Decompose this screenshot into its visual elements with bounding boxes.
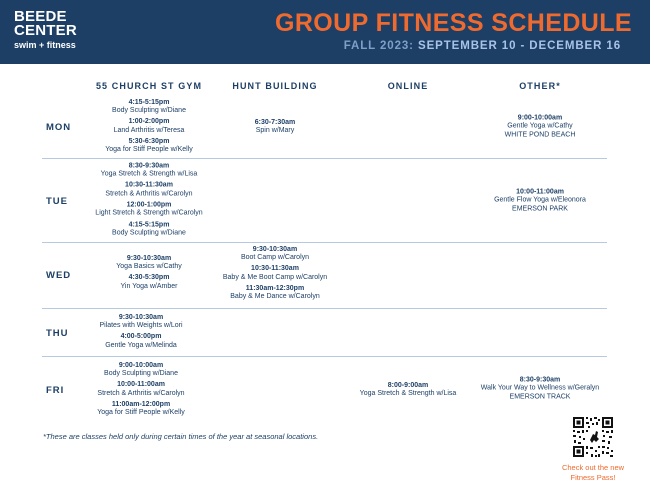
class-time: 6:30-7:30am (254, 118, 296, 126)
caption-line-2: Fitness Pass! (570, 473, 616, 482)
class-time: 10:00-11:00am (117, 381, 165, 389)
header-banner (0, 0, 650, 64)
class-location: EMERSON PARK (512, 205, 568, 213)
class-time: 5:30-6:30pm (128, 138, 170, 146)
class-time: 9:00-10:00am (118, 361, 164, 369)
class-name: Yoga Basics w/Cathy (116, 263, 182, 271)
column-header-church-st-gym: 55 CHURCH ST GYM (95, 81, 203, 91)
fitness-pass-qr-code[interactable] (572, 416, 614, 458)
class-entry (95, 162, 202, 179)
class-time: 10:30-11:30am (251, 265, 299, 273)
class-name: Gentle Yoga w/Cathy (507, 122, 573, 130)
page-title: GROUP FITNESS SCHEDULE (275, 9, 632, 37)
class-entry (95, 201, 202, 218)
class-entry (99, 314, 182, 331)
class-entry (360, 381, 457, 398)
class-name: Stretch & Arthritis w/Carolyn (105, 190, 193, 198)
row-divider (42, 308, 607, 309)
class-entry (505, 114, 576, 140)
logo-line-2: CENTER (14, 22, 77, 39)
class-time: 4:00-5:00pm (120, 333, 162, 341)
class-time: 9:30-10:30am (126, 254, 172, 262)
class-location: EMERSON TRACK (509, 393, 571, 401)
class-entry (105, 138, 193, 155)
mon-gym-cell (105, 96, 193, 158)
class-time: 10:30-11:30am (125, 181, 173, 189)
class-name: Yoga for Stiff People w/Kelly (97, 409, 185, 417)
mon-other-cell (505, 112, 576, 143)
season-subtitle (344, 40, 621, 52)
class-name: Spin w/Mary (255, 127, 295, 134)
class-time: 4:15-5:15pm (128, 98, 170, 106)
class-location: WHITE POND BEACH (504, 131, 576, 139)
class-name: Body Sculpting w/Diane (112, 229, 186, 237)
column-header-online: ONLINE (387, 81, 429, 91)
mon-hunt-cell (255, 116, 295, 138)
class-name: Stretch & Arthritis w/Carolyn (97, 390, 185, 397)
fitness-pass-caption (562, 463, 624, 483)
class-entry (105, 99, 193, 116)
class-entry (223, 246, 327, 263)
class-entry (97, 381, 185, 398)
class-name: Walk Your Way to Wellness w/Geralyn (480, 384, 600, 392)
class-time: 11:30am-12:30pm (245, 285, 305, 293)
class-name: Gentle Flow Yoga w/Eleonora (494, 196, 586, 204)
wed-gym-cell (116, 252, 182, 294)
class-time: 9:30-10:30am (118, 313, 164, 321)
class-name: Yoga for Stiff People w/Kelly (105, 146, 193, 154)
class-name: Yoga Stretch & Strength w/Lisa (359, 390, 457, 397)
class-name: Yoga Stretch & Strength w/Lisa (100, 170, 198, 178)
day-label-mon: MON (46, 122, 72, 133)
class-entry (223, 285, 327, 302)
class-time: 1:00-2:00pm (128, 118, 170, 126)
class-entry (494, 188, 586, 214)
class-name: Gentle Yoga w/Melinda (105, 341, 177, 349)
day-label-tue: TUE (46, 196, 68, 207)
class-entry (116, 274, 182, 291)
class-entry (105, 118, 193, 135)
class-entry (255, 118, 295, 135)
column-header-other: OTHER* (519, 81, 561, 91)
logo-line-1: BEEDE (14, 8, 67, 25)
class-time: 8:30-9:30am (128, 161, 170, 169)
tue-gym-cell (95, 159, 202, 240)
season-dates: SEPTEMBER 10 - DECEMBER 16 (418, 40, 621, 52)
class-time: 11:00am-12:00pm (111, 401, 171, 409)
class-name: Baby & Me Dance w/Carolyn (230, 293, 320, 301)
season-term: FALL 2023: (343, 40, 414, 52)
class-time: 4:15-5:15pm (128, 220, 170, 228)
thu-gym-cell (99, 311, 182, 353)
caption-line-1: Check out the new (561, 463, 625, 472)
class-time: 9:30-10:30am (252, 245, 298, 253)
class-name: Body Sculpting w/Diane (104, 370, 178, 378)
class-entry (95, 182, 202, 199)
fri-other-cell (481, 374, 599, 405)
row-divider (42, 356, 607, 357)
class-time: 10:00-11:00am (516, 188, 564, 196)
class-name: Yin Yoga w/Amber (120, 282, 178, 290)
class-entry (95, 221, 202, 238)
fri-online-cell (360, 379, 457, 401)
class-entry (97, 401, 185, 418)
class-entry (99, 333, 182, 350)
class-time: 8:00-9:00am (387, 381, 429, 389)
class-time: 9:00-10:00am (517, 114, 563, 122)
beede-center-logo (14, 10, 77, 51)
column-header-hunt-building: HUNT BUILDING (232, 81, 318, 91)
class-time: 4:30-5:30pm (128, 274, 170, 282)
class-entry (481, 376, 599, 402)
class-name: Baby & Me Boot Camp w/Carolyn (222, 274, 328, 281)
fri-gym-cell (97, 359, 185, 421)
class-entry (223, 265, 327, 282)
class-time: 12:00-1:00pm (126, 201, 172, 209)
class-time: 8:30-9:30am (519, 376, 561, 384)
class-name: Light Stretch & Strength w/Carolyn (95, 209, 203, 217)
logo-subtitle: swim + fitness (14, 40, 76, 50)
class-name: Pilates with Weights w/Lori (99, 322, 183, 330)
seasonal-footnote: *These are classes held only during certain times of the year at seasonal locations. (43, 432, 319, 441)
class-entry (116, 255, 182, 272)
day-label-wed: WED (46, 270, 72, 281)
class-entry (97, 362, 185, 379)
class-name: Body Sculpting w/Diane (112, 107, 186, 115)
day-label-fri: FRI (46, 385, 65, 396)
class-name: Boot Camp w/Carolyn (240, 254, 310, 262)
wed-hunt-cell (223, 243, 327, 305)
day-label-thu: THU (46, 328, 69, 339)
class-name: Land Arthritis w/Teresa (113, 127, 185, 134)
tue-other-cell (494, 186, 586, 217)
